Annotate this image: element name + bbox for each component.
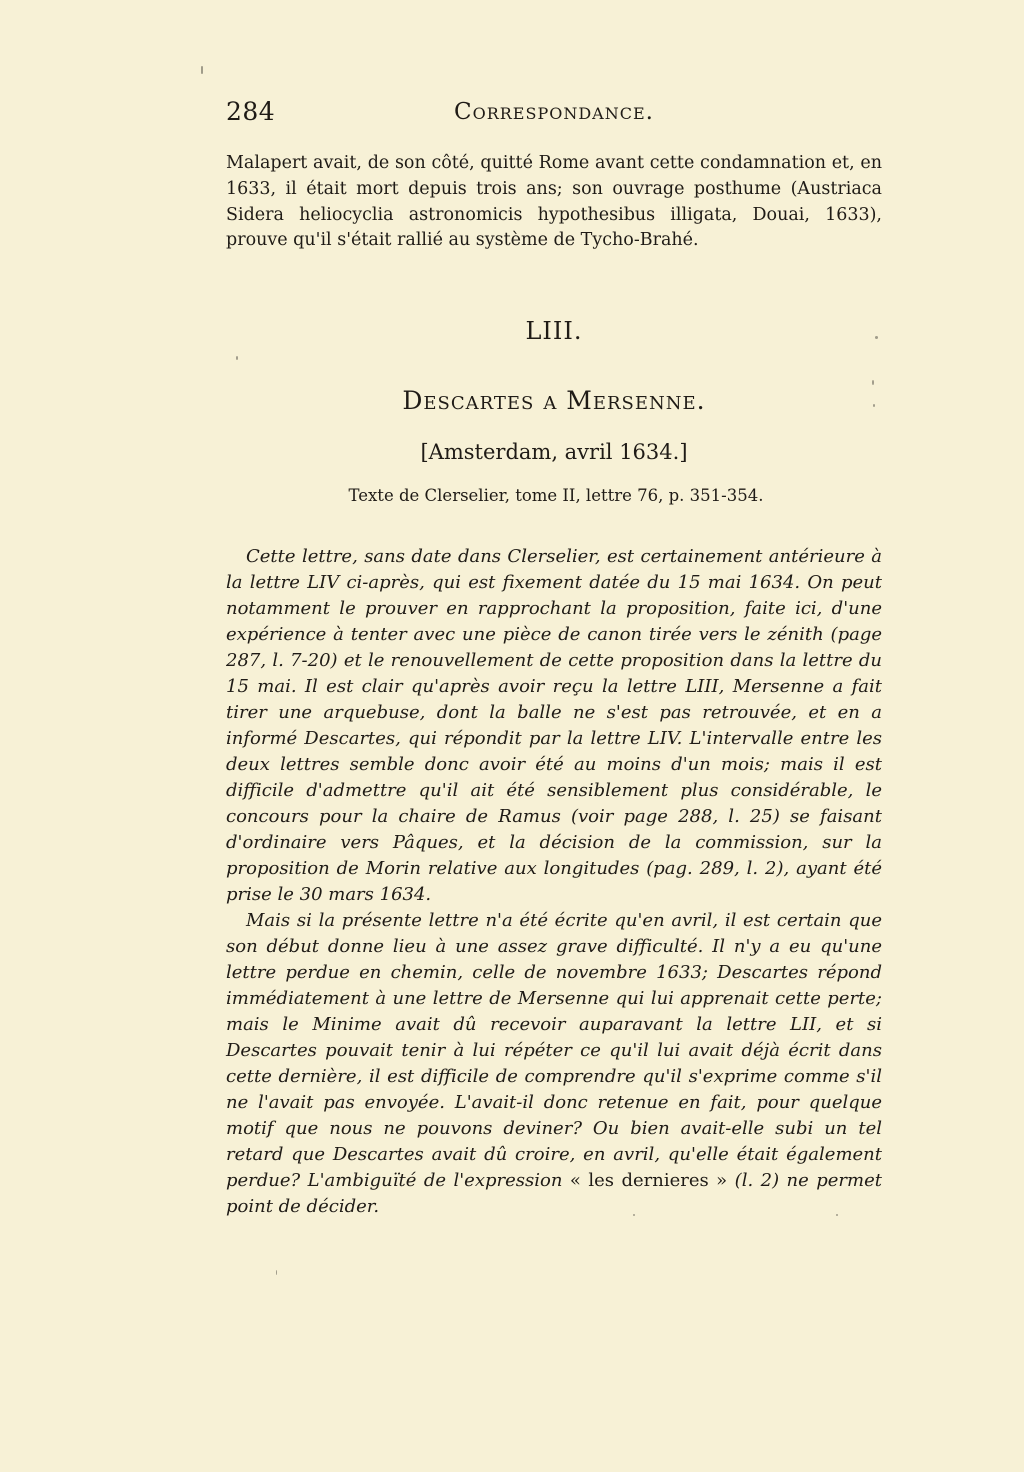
print-speck xyxy=(201,66,203,74)
editor-note xyxy=(226,544,882,1220)
source-note: Texte de Clerselier, tome II, lettre 76, p. 351-354. xyxy=(348,486,764,505)
print-speck xyxy=(872,380,874,385)
letter-heading: Descartes a Mersenne. xyxy=(402,386,706,415)
print-speck xyxy=(836,1214,838,1216)
quoted-expression: « les dernieres » xyxy=(569,1170,728,1191)
letter-date: [Amsterdam, avril 1634.] xyxy=(420,440,688,464)
editor-note-paragraph-2-main: Mais si la présente lettre n'a été écrite qu'en avril, il est certain que son début donne lieu à une assez grave difficulté. Il n'y a eu qu'une lettre perdue en chemin, celle de novembre 1633; Descartes répond immédiatement à une lettre de Mersenne qui lui apprenait cette perte; mais le Minime avait dû recevoir auparavant la lettre LII, et si Descartes pouvait tenir à lui répéter ce qu'il lui avait déjà écrit dans cette dernière, il est difficile de comprendre qu'il s'exprime comme s'il ne l'avait pas envoyée. L'avait-il donc retenue en fait, pour quelque motif que nous ne pouvons deviner? Ou bien avait-elle subi un tel retard que Descartes avait dû croire, en avril, qu'elle était également perdue? L'ambiguïté de l'expression xyxy=(226,910,882,1191)
print-speck xyxy=(875,336,878,339)
running-title: Correspondance. xyxy=(454,99,654,125)
running-head xyxy=(226,97,882,137)
letter-number: LIII. xyxy=(525,317,583,345)
print-speck xyxy=(236,356,238,360)
print-speck xyxy=(633,1214,635,1216)
print-speck xyxy=(873,404,875,407)
editor-note-paragraph-2-end: (l. 2) ne permet point de décider. xyxy=(226,1170,882,1217)
print-speck xyxy=(276,1270,277,1275)
intro-paragraph: Malapert avait, de son côté, quitté Rome avant cette condamnation et, en 1633, il était mort depuis trois ans; son ouvrage posthume (Austriaca Sidera heliocyclia astronomicis hypothesibus illigata, Douai, 1633), prouve qu'il s'était rallié au système de Tycho-Brahé. xyxy=(226,153,882,251)
page-number: 284 xyxy=(226,97,276,126)
editor-note-paragraph-2 xyxy=(226,908,882,1220)
editor-note-paragraph-1: Cette lettre, sans date dans Clerselier, est certainement antérieure à la lettre LIV ci-après, qui est fixement datée du 15 mai 1634. On peut notamment le prouver en rapprochant la proposition, faite ici, d'une expérience à tenter avec une pièce de canon tirée vers le zénith (page 287, l. 7-20) et le renouvellement de cette proposition dans la lettre du 15 mai. Il est clair qu'après avoir reçu la lettre LIII, Mersenne a fait tirer une arquebuse, dont la balle ne s'est pas retrouvée, et en a informé Descartes, qui répondit par la lettre LIV. L'intervalle entre les deux lettres semble donc avoir été au moins d'un mois; mais il est difficile d'admettre qu'il ait été sensiblement plus considérable, le concours pour la chaire de Ramus (voir page 288, l. 25) se faisant d'ordinaire vers Pâques, et la décision de la commission, sur la proposition de Morin relative aux longitudes (pag. 289, l. 2), ayant été prise le 30 mars 1634. xyxy=(226,546,882,905)
